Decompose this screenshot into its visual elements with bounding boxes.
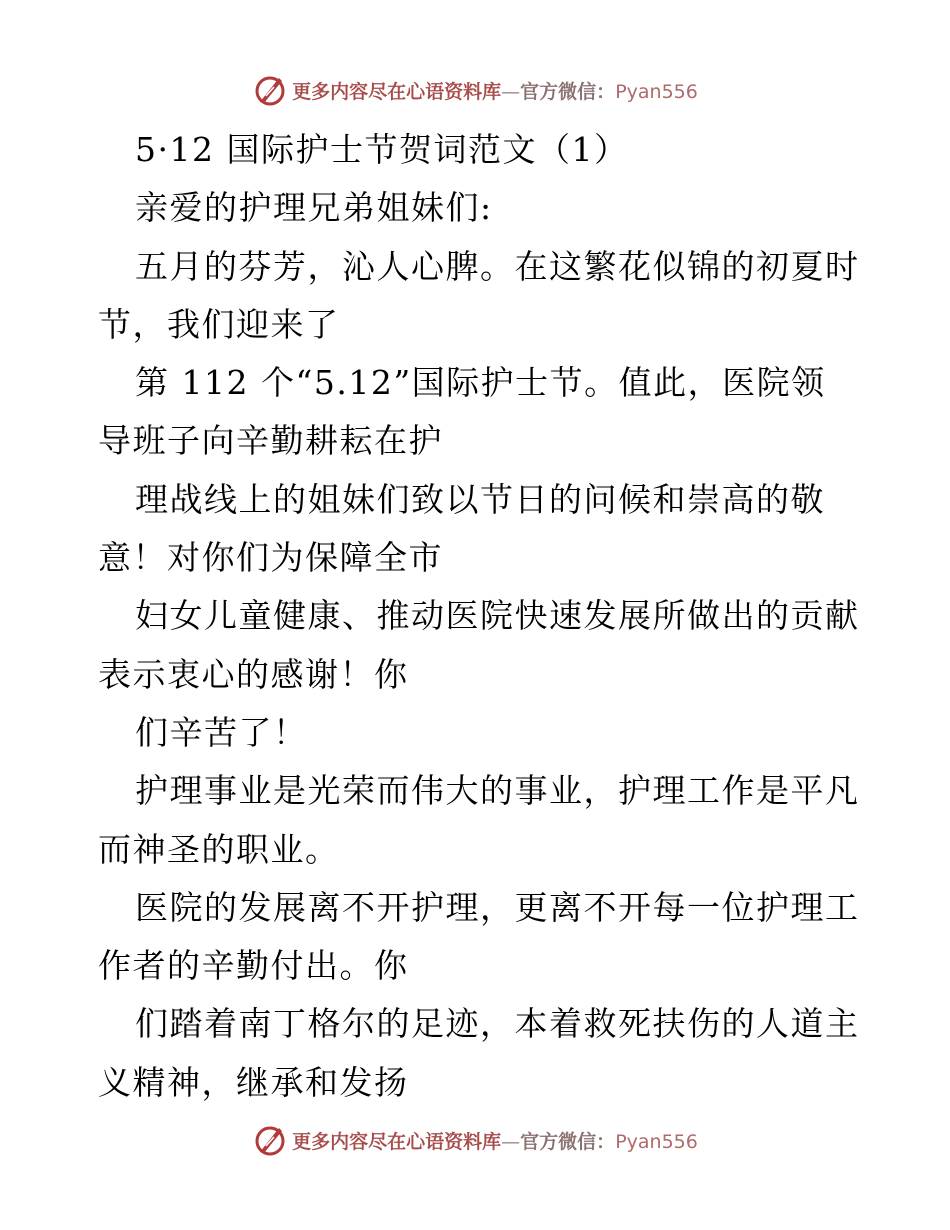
banner-dash: — <box>501 1130 521 1153</box>
text-line: 表示衷心的感谢！你 <box>98 654 409 694</box>
text-line: 第 112 个“5.12”国际护士节。值此，医院领 <box>135 363 826 403</box>
text-line: 妇女儿童健康、推动医院快速发展所做出的贡献 <box>135 596 860 636</box>
banner-dash: — <box>501 80 521 103</box>
text-line: 义精神，继承和发扬 <box>98 1062 409 1102</box>
text-line: 医院的发展离不开护理，更离不开每一位护理工 <box>135 887 860 927</box>
banner-wechat-label: 官方微信： <box>520 1130 616 1153</box>
text-line: 亲爱的护理兄弟姐妹们: <box>135 188 493 228</box>
text-line: 们辛苦了！ <box>135 712 308 752</box>
banner-wechat-id: Pyan556 <box>615 1130 698 1153</box>
document-title: 5·12 国际护士节贺词范文（1） <box>135 130 629 169</box>
text-line: 护理事业是光荣而伟大的事业，护理工作是平凡 <box>135 771 860 811</box>
quill-logo-icon <box>252 72 288 108</box>
text-line: 作者的辛勤付出。你 <box>98 946 409 986</box>
header-banner <box>0 70 950 110</box>
text-line: 节，我们迎来了 <box>98 304 340 344</box>
banner-text <box>292 1127 698 1154</box>
text-line: 导班子向辛勤耕耘在护 <box>98 421 443 461</box>
banner-brand: 更多内容尽在心语资料库 <box>292 80 502 103</box>
text-line: 而神圣的职业。 <box>98 829 340 869</box>
banner-text <box>292 77 698 104</box>
document-body <box>98 121 858 1112</box>
banner-wechat-label: 官方微信： <box>520 80 616 103</box>
text-line: 理战线上的姐妹们致以节日的问候和崇高的敬 <box>135 479 825 519</box>
banner-brand: 更多内容尽在心语资料库 <box>292 1130 502 1153</box>
quill-logo-icon <box>252 1122 288 1158</box>
footer-banner <box>0 1120 950 1160</box>
text-line: 五月的芬芳，沁人心脾。在这繁花似锦的初夏时 <box>135 246 860 286</box>
text-line: 意！对你们为保障全市 <box>98 538 443 578</box>
banner-wechat-id: Pyan556 <box>615 80 698 103</box>
text-line: 们踏着南丁格尔的足迹，本着救死扶伤的人道主 <box>135 1004 860 1044</box>
